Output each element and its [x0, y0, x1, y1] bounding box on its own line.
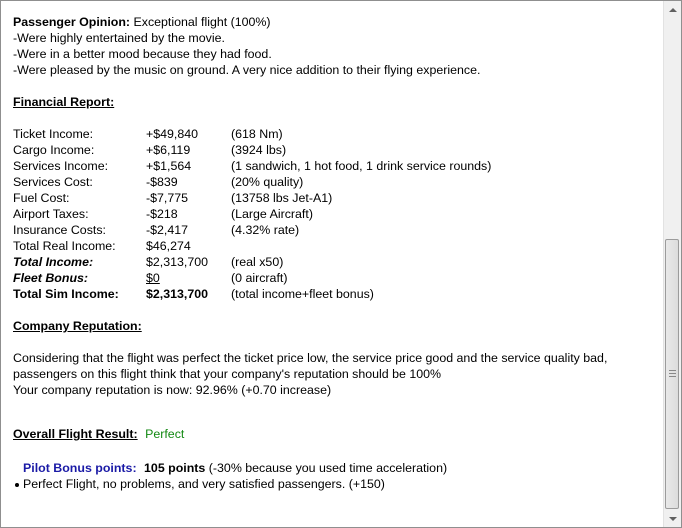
- total-income-value: $2,313,700: [146, 255, 209, 269]
- fleet-bonus-label: Fleet Bonus:: [13, 271, 89, 285]
- grip-icon: [669, 370, 676, 379]
- row-label: Airport Taxes:: [13, 207, 89, 221]
- row-label: Cargo Income:: [13, 143, 95, 157]
- bonus-bullet-text: Perfect Flight, no problems, and very satisfied passengers. (+150): [23, 477, 385, 491]
- row-label: Services Income:: [13, 159, 109, 173]
- overall-result-label: Overall Flight Result:: [13, 427, 138, 441]
- row-value: -$839: [146, 175, 178, 189]
- opinion-note: -Were pleased by the music on ground. A very nice addition to their flying experience.: [13, 63, 481, 77]
- row-label: Insurance Costs:: [13, 223, 106, 237]
- bullet-icon: [15, 483, 19, 487]
- total-sim-income-note: (total income+fleet bonus): [231, 287, 374, 301]
- fleet-bonus-row: [13, 270, 661, 286]
- row-label: Total Real Income:: [13, 239, 116, 253]
- fleet-bonus-value: $0: [146, 271, 160, 285]
- total-income-label: Total Income:: [13, 255, 94, 269]
- row-value: -$218: [146, 207, 178, 221]
- total-sim-income-value: $2,313,700: [146, 287, 209, 301]
- arrow-up-icon: [669, 8, 677, 12]
- total-sim-income-row: [13, 286, 661, 302]
- scroll-down-button[interactable]: [664, 510, 681, 527]
- financial-row: [13, 238, 661, 254]
- financial-report-heading: Financial Report:: [13, 95, 115, 109]
- scroll-thumb[interactable]: [665, 239, 679, 509]
- reputation-current: Your company reputation is now: 92.96% (+0.70 increase): [13, 383, 332, 397]
- total-sim-income-label: Total Sim Income:: [13, 287, 119, 301]
- row-note: (3924 lbs): [231, 143, 287, 157]
- financial-table: [13, 126, 661, 302]
- overall-result-value: Perfect: [145, 427, 185, 441]
- passenger-opinion-label: Passenger Opinion:: [13, 15, 131, 29]
- row-note: (13758 lbs Jet-A1): [231, 191, 333, 205]
- financial-row: [13, 158, 661, 174]
- row-value: +$49,840: [146, 127, 199, 141]
- passenger-opinion-line: [13, 14, 661, 30]
- total-income-note: (real x50): [231, 255, 284, 269]
- financial-row: [13, 190, 661, 206]
- company-reputation-heading: Company Reputation:: [13, 319, 142, 333]
- pilot-bonus-label: Pilot Bonus points:: [23, 461, 137, 475]
- financial-row: [13, 222, 661, 238]
- row-note: (1 sandwich, 1 hot food, 1 drink service rounds): [231, 159, 492, 173]
- financial-row: [13, 174, 661, 190]
- pilot-bonus-points: 105 points: [144, 461, 206, 475]
- reputation-text: Considering that the flight was perfect the ticket price low, the service price good and the service quality bad, passengers on this flight think that your company's reputation should be 100%: [13, 351, 608, 381]
- overall-result-line: [13, 426, 661, 444]
- row-note: [231, 238, 661, 254]
- financial-row: [13, 142, 661, 158]
- opinion-note: -Were highly entertained by the movie.: [13, 31, 225, 45]
- opinion-note: -Were in a better mood because they had food.: [13, 47, 272, 61]
- row-label: Ticket Income:: [13, 127, 94, 141]
- vertical-scrollbar[interactable]: [663, 1, 681, 527]
- financial-row: [13, 206, 661, 222]
- row-value: -$7,775: [146, 191, 189, 205]
- row-note: (618 Nm): [231, 127, 283, 141]
- pilot-bonus-line: [13, 460, 661, 476]
- pilot-bonus-note: (-30% because you used time acceleration): [208, 461, 448, 475]
- row-note: (Large Aircraft): [231, 207, 313, 221]
- bonus-bullet-item: [13, 476, 661, 492]
- row-value: $46,274: [146, 239, 191, 253]
- row-value: +$1,564: [146, 159, 192, 173]
- report-content: [13, 14, 661, 492]
- row-note: (20% quality): [231, 175, 304, 189]
- scroll-up-button[interactable]: [664, 1, 681, 18]
- fleet-bonus-note: (0 aircraft): [231, 271, 288, 285]
- passenger-opinion-value: Exceptional flight (100%): [133, 15, 271, 29]
- row-label: Fuel Cost:: [13, 191, 70, 205]
- row-label: Services Cost:: [13, 175, 93, 189]
- row-value: -$2,417: [146, 223, 189, 237]
- financial-row: [13, 126, 661, 142]
- row-note: (4.32% rate): [231, 223, 300, 237]
- row-value: +$6,119: [146, 143, 191, 157]
- total-income-row: [13, 254, 661, 270]
- arrow-down-icon: [669, 517, 677, 521]
